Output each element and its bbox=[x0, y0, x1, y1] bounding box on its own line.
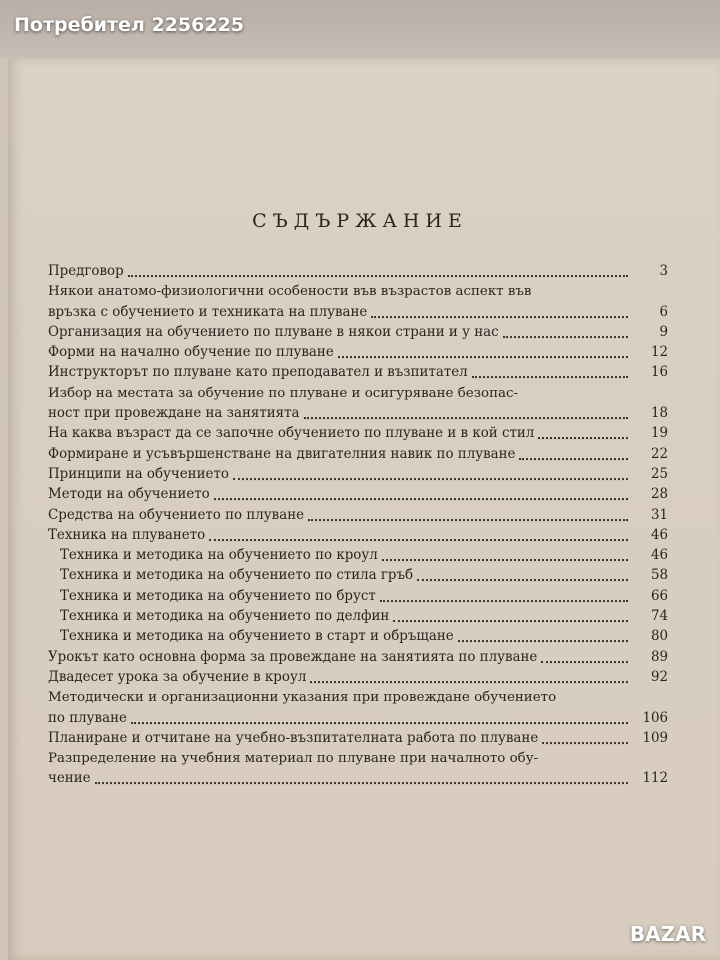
toc-entry-page: 46 bbox=[650, 527, 668, 543]
dot-leader bbox=[310, 681, 628, 683]
toc-entry bbox=[48, 323, 668, 343]
toc-entry-title: Техника и методика на обучението по бруст bbox=[60, 588, 376, 604]
toc-entry-page: 106 bbox=[642, 710, 668, 726]
toc-entry-page: 3 bbox=[659, 263, 668, 280]
toc-entry-title: Принципи на обучението bbox=[48, 466, 229, 483]
toc-entry-title: Формиране и усъвършенстване на двигателния навик по плуване bbox=[48, 446, 516, 462]
dot-leader bbox=[542, 742, 628, 744]
toc-entry-page: 6 bbox=[659, 304, 668, 320]
toc-entry-title: Урокът като основна форма за провеждане на занятията по плуване bbox=[48, 649, 538, 665]
table-of-contents bbox=[48, 262, 668, 790]
toc-entry-page: 31 bbox=[650, 507, 668, 523]
dot-leader bbox=[519, 458, 628, 460]
dot-leader bbox=[417, 580, 628, 582]
toc-entry-page: 92 bbox=[650, 669, 668, 686]
toc-entry-page: 18 bbox=[650, 405, 668, 422]
toc-entry-title: чение bbox=[48, 771, 91, 787]
toc-entry-title: връзка с обучението и техниката на плуване bbox=[48, 304, 368, 320]
toc-entry-page: 16 bbox=[650, 365, 668, 381]
toc-entry bbox=[48, 627, 668, 647]
toc-entry-title: Техника и методика на обучението по делфин bbox=[60, 608, 390, 625]
dot-leader bbox=[393, 620, 628, 622]
toc-entry-page: 112 bbox=[642, 771, 668, 787]
toc-entry-title: Техника и методика на обучението в старт и обръщане bbox=[60, 629, 454, 645]
toc-entry bbox=[48, 566, 668, 586]
dot-leader bbox=[338, 357, 628, 359]
toc-entry-title: Методи на обучението bbox=[48, 487, 210, 503]
toc-entry-page: 58 bbox=[650, 568, 668, 584]
toc-entry bbox=[48, 343, 668, 363]
toc-entry bbox=[48, 465, 668, 485]
toc-entry-first-line: Методически и организационни указания при провеждане обучението bbox=[48, 690, 557, 706]
toc-entry-title: Техника и методика на обучението по кроул bbox=[60, 547, 378, 564]
bazar-logo: BAZAR bbox=[629, 922, 706, 946]
toc-entry-page: 89 bbox=[650, 649, 668, 665]
toc-entry-title: Организация на обучението по плуване в някои страни и у нас bbox=[48, 324, 499, 341]
dot-leader bbox=[95, 783, 628, 785]
toc-entry bbox=[48, 729, 668, 749]
toc-entry-title: Инструкторът по плуване като преподавател и възпитател bbox=[48, 365, 468, 381]
user-label[interactable]: Потребител 2256225 bbox=[14, 14, 245, 36]
toc-entry-page: 28 bbox=[650, 487, 668, 503]
toc-entry bbox=[48, 546, 668, 566]
toc-entry bbox=[48, 688, 668, 729]
toc-entry-page: 46 bbox=[650, 547, 668, 564]
dot-leader bbox=[382, 560, 628, 562]
toc-entry-title: Техника на плуването bbox=[48, 527, 206, 543]
toc-entry-title: Планиране и отчитане на учебно-възпитателната работа по плуване bbox=[48, 730, 539, 746]
toc-entry-title: ност при провеждане на занятията bbox=[48, 405, 300, 422]
toc-entry-title: по плуване bbox=[48, 710, 127, 726]
dot-leader bbox=[214, 499, 628, 501]
toc-entry bbox=[48, 749, 668, 790]
toc-entry-first-line: Някои анатомо-физиологични особености във възрастов аспект във bbox=[48, 284, 532, 300]
toc-entry-first-line: Разпределение на учебния материал по плуване при началното обу- bbox=[48, 751, 539, 767]
toc-entry-page: 66 bbox=[650, 588, 668, 604]
toc-entry-page: 109 bbox=[642, 730, 668, 746]
dot-leader bbox=[308, 519, 628, 521]
dot-leader bbox=[128, 275, 628, 277]
toc-entry bbox=[48, 282, 668, 323]
toc-entry-title: На каква възраст да се започне обучението по плуване и в кой стил bbox=[48, 426, 535, 442]
dot-leader bbox=[458, 641, 628, 643]
dot-leader bbox=[541, 661, 628, 663]
toc-entry-title: Техника и методика на обучението по стила гръб bbox=[60, 568, 414, 584]
dot-leader bbox=[233, 478, 628, 480]
dot-leader bbox=[304, 417, 629, 419]
toc-entry-page: 19 bbox=[650, 426, 668, 442]
toc-entry-page: 80 bbox=[650, 629, 668, 645]
toc-entry bbox=[48, 363, 668, 383]
page-title: СЪДЪРЖАНИЕ bbox=[252, 210, 468, 232]
toc-entry-title: Форми на начално обучение по плуване bbox=[48, 345, 334, 361]
dot-leader bbox=[131, 722, 628, 724]
toc-entry-title: Двадесет урока за обучение в кроул bbox=[48, 669, 307, 686]
toc-entry bbox=[48, 485, 668, 505]
dot-leader bbox=[209, 539, 628, 541]
toc-entry bbox=[48, 668, 668, 688]
toc-entry bbox=[48, 262, 668, 282]
toc-entry-title: Предговор bbox=[48, 263, 124, 280]
dot-leader bbox=[503, 336, 628, 338]
toc-entry-page: 12 bbox=[650, 345, 668, 361]
toc-entry-page: 22 bbox=[650, 446, 668, 462]
toc-entry bbox=[48, 424, 668, 444]
toc-entry bbox=[48, 506, 668, 526]
dot-leader bbox=[371, 316, 628, 318]
toc-entry-title: Средства на обучението по плуване bbox=[48, 507, 305, 523]
toc-entry-page: 25 bbox=[650, 466, 668, 483]
dot-leader bbox=[380, 600, 628, 602]
dot-leader bbox=[472, 377, 628, 379]
toc-entry-first-line: Избор на местата за обучение по плуване и осигуряване безопас- bbox=[48, 385, 519, 401]
toc-entry bbox=[48, 445, 668, 465]
toc-entry-page: 9 bbox=[659, 324, 668, 341]
toc-entry bbox=[48, 607, 668, 627]
toc-entry bbox=[48, 384, 668, 425]
dot-leader bbox=[538, 438, 628, 440]
toc-entry-page: 74 bbox=[650, 608, 668, 625]
toc-entry bbox=[48, 587, 668, 607]
toc-entry bbox=[48, 648, 668, 668]
toc-entry bbox=[48, 526, 668, 546]
